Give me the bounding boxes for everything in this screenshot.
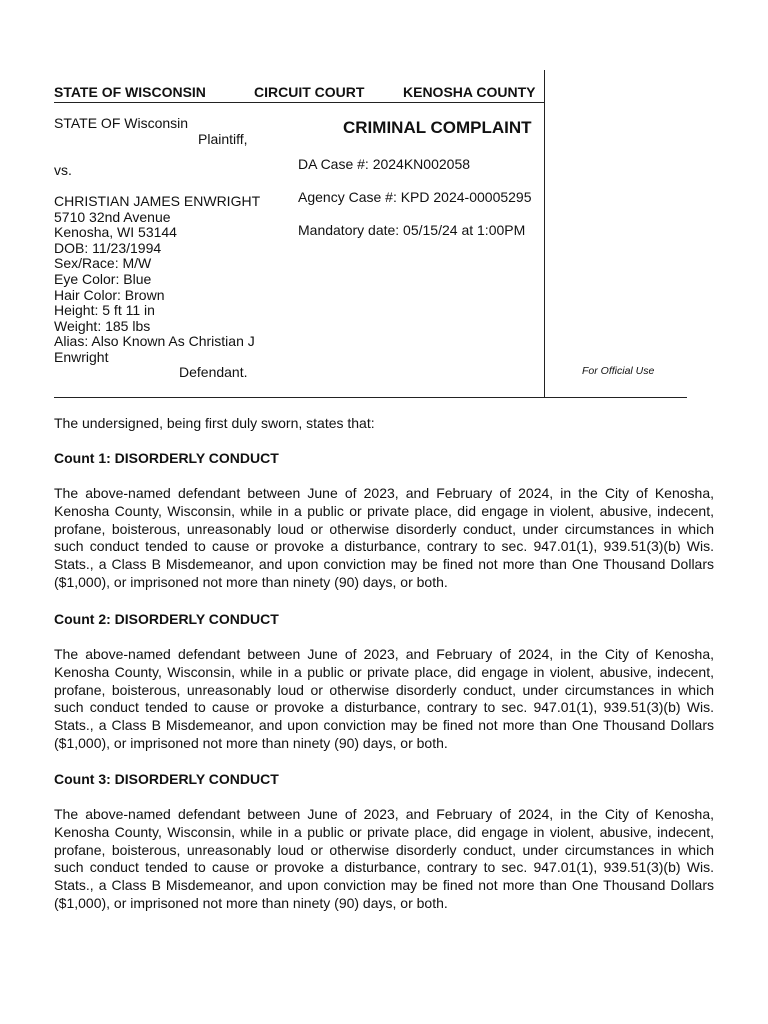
caption-bottom-divider — [54, 397, 687, 398]
defendant-height: Height: 5 ft 11 in — [54, 302, 155, 318]
sworn-statement: The undersigned, being first duly sworn, states that: — [54, 415, 375, 431]
header-underline — [54, 102, 545, 103]
da-case-number: DA Case #: 2024KN002058 — [298, 156, 471, 172]
agency-case-number: Agency Case #: KPD 2024-00005295 — [298, 189, 532, 205]
count-1-heading: Count 1: DISORDERLY CONDUCT — [54, 450, 279, 466]
header-court: CIRCUIT COURT — [254, 84, 365, 100]
defendant-address-city: Kenosha, WI 53144 — [54, 224, 177, 240]
plaintiff-name: STATE OF Wisconsin — [54, 115, 189, 131]
defendant-dob: DOB: 11/23/1994 — [54, 240, 162, 256]
count-2-text: The above-named defendant between June of 2023, and February of 2024, in the City of Kenosha, Kenosha County, Wisconsin, while in a public or private place, did engage in violent, abusive, indecent, profane, boisterous, unreasonably loud or otherwise disorderly conduct, under circumstances in which such conduct tended to cause or provoke a disturbance, contrary to sec. 947.01(1), 939.51(3)(b) Wis. Stats., a Class B Misdemeanor, and upon conviction may be fined not more than One Thousand Dollars ($1,000), or imprisoned not more than ninety (90) days, or both. — [54, 646, 714, 751]
header-state: STATE OF WISCONSIN — [54, 84, 206, 100]
defendant-alias: Alias: Also Known As Christian J — [54, 333, 255, 349]
header-county: KENOSHA COUNTY — [403, 84, 536, 100]
defendant-hair-color: Hair Color: Brown — [54, 287, 165, 303]
versus-label: vs. — [54, 162, 72, 178]
complaint-title: CRIMINAL COMPLAINT — [343, 118, 532, 137]
defendant-sex-race: Sex/Race: M/W — [54, 255, 152, 271]
defendant-label: Defendant. — [179, 364, 248, 380]
defendant-alias-cont: Enwright — [54, 349, 109, 365]
count-2-heading: Count 2: DISORDERLY CONDUCT — [54, 611, 279, 627]
count-1-text: The above-named defendant between June of 2023, and February of 2024, in the City of Kenosha, Kenosha County, Wisconsin, while in a public or private place, did engage in violent, abusive, indecent, profane, boisterous, unreasonably loud or otherwise disorderly conduct, under circumstances in which such conduct tended to cause or provoke a disturbance, contrary to sec. 947.01(1), 939.51(3)(b) Wis. Stats., a Class B Misdemeanor, and upon conviction may be fined not more than One Thousand Dollars ($1,000), or imprisoned not more than ninety (90) days, or both. — [54, 485, 714, 590]
count-3-heading: Count 3: DISORDERLY CONDUCT — [54, 771, 279, 787]
caption-vertical-divider — [544, 70, 545, 398]
count-3-text: The above-named defendant between June of 2023, and February of 2024, in the City of Kenosha, Kenosha County, Wisconsin, while in a public or private place, did engage in violent, abusive, indecent, profane, boisterous, unreasonably loud or otherwise disorderly conduct, under circumstances in which such conduct tended to cause or provoke a disturbance, contrary to sec. 947.01(1), 939.51(3)(b) Wis. Stats., a Class B Misdemeanor, and upon conviction may be fined not more than One Thousand Dollars ($1,000), or imprisoned not more than ninety (90) days, or both. — [54, 806, 714, 911]
official-use-label: For Official Use — [582, 365, 655, 377]
defendant-eye-color: Eye Color: Blue — [54, 271, 152, 287]
plaintiff-label: Plaintiff, — [198, 131, 248, 147]
mandatory-date: Mandatory date: 05/15/24 at 1:00PM — [298, 222, 526, 238]
defendant-address-street: 5710 32nd Avenue — [54, 209, 171, 225]
defendant-name: CHRISTIAN JAMES ENWRIGHT — [54, 193, 261, 209]
defendant-weight: Weight: 185 lbs — [54, 318, 151, 334]
